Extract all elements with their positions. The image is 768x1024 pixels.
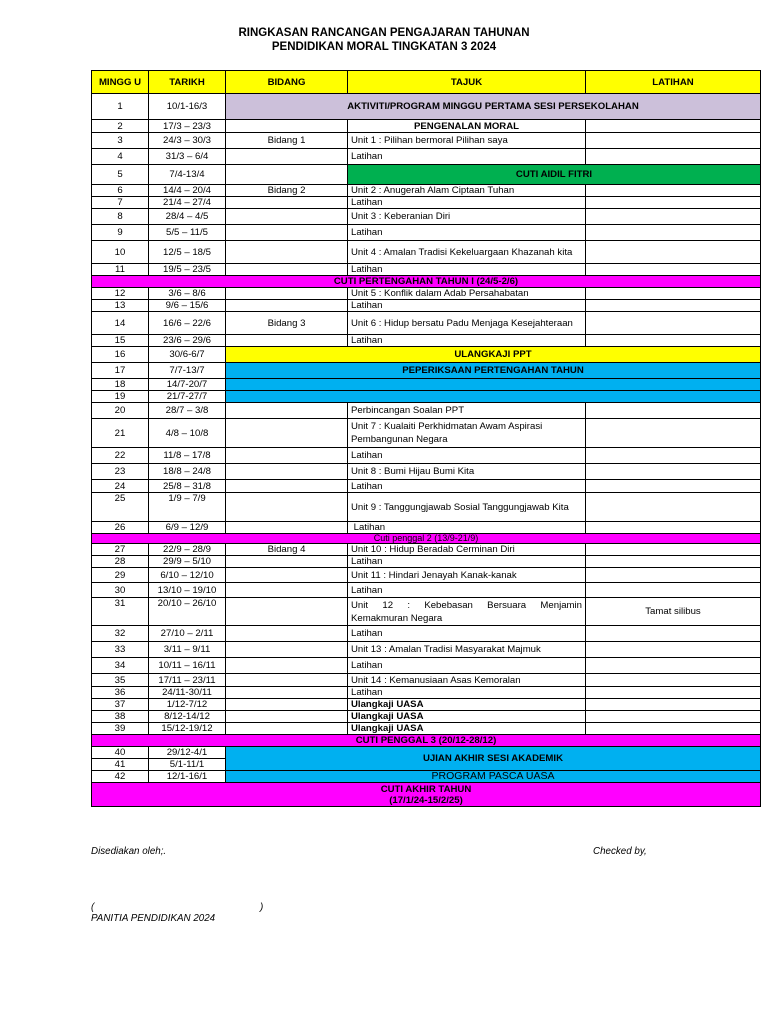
latihan-cell: [586, 448, 761, 464]
topic-cell: Unit 6 : Hidup bersatu Padu Menjaga Kesejahteraan: [348, 312, 586, 335]
bidang-cell: [226, 480, 348, 493]
table-row: [92, 149, 761, 165]
latihan-cell: [586, 464, 761, 480]
bidang-cell: [226, 264, 348, 276]
date-cell: 6/10 – 12/10: [149, 568, 226, 583]
table-row: [92, 197, 761, 209]
event-band: PEPERIKSAAN PERTENGAHAN TAHUN: [226, 363, 761, 379]
week-cell: 22: [92, 448, 149, 464]
table-row: [92, 165, 761, 185]
bidang-cell: [226, 674, 348, 687]
header-minggu: MINGG U: [92, 71, 149, 94]
week-cell: 37: [92, 699, 149, 711]
holiday-band: Cuti penggal 2 (13/9-21/9): [92, 534, 761, 544]
topic-cell: Latihan: [348, 335, 586, 347]
table-row: [92, 264, 761, 276]
date-cell: 10/1-16/3: [149, 94, 226, 120]
bidang-cell: [226, 225, 348, 241]
event-band: [226, 391, 761, 403]
week-cell: 10: [92, 241, 149, 264]
topic-cell: Latihan: [348, 225, 586, 241]
bidang-cell: [226, 556, 348, 568]
week-cell: 17: [92, 363, 149, 379]
date-cell: 17/3 – 23/3: [149, 120, 226, 133]
latihan-cell: [586, 419, 761, 448]
week-cell: 32: [92, 626, 149, 642]
week-cell: 16: [92, 347, 149, 363]
latihan-cell: [586, 568, 761, 583]
table-row: [92, 448, 761, 464]
topic-cell: Unit 7 : Kualaiti Perkhidmatan Awam Aspirasi Pembangunan Negara: [348, 419, 586, 448]
topic-cell: Unit 5 : Konflik dalam Adab Persahabatan: [348, 288, 586, 300]
latihan-cell: [586, 544, 761, 556]
week-cell: 39: [92, 723, 149, 735]
topic-cell: Unit 3 : Keberanian Diri: [348, 209, 586, 225]
bidang-cell: [226, 711, 348, 723]
date-cell: 12/5 – 18/5: [149, 241, 226, 264]
topic-cell: Ulangkaji UASA: [348, 723, 586, 735]
week-cell: 34: [92, 658, 149, 674]
week-cell: 31: [92, 598, 149, 626]
topic-cell: PENGENALAN MORAL: [348, 120, 586, 133]
bidang-cell: [226, 419, 348, 448]
date-cell: 6/9 – 12/9: [149, 522, 226, 534]
week-cell: 8: [92, 209, 149, 225]
week-cell: 40: [92, 747, 149, 759]
table-row: [92, 493, 761, 522]
bidang-cell: [226, 403, 348, 419]
latihan-cell: [586, 658, 761, 674]
table-row: [92, 480, 761, 493]
event-band: CUTI AIDIL FITRI: [348, 165, 761, 185]
topic-cell: Latihan: [348, 300, 586, 312]
date-cell: 14/7-20/7: [149, 379, 226, 391]
topic-cell: Latihan: [348, 480, 586, 493]
date-cell: 7/4-13/4: [149, 165, 226, 185]
latihan-cell: [586, 133, 761, 149]
bidang-cell: [226, 598, 348, 626]
bidang-cell: Bidang 4: [226, 544, 348, 556]
week-cell: 6: [92, 185, 149, 197]
event-band: ULANGKAJI PPT: [226, 347, 761, 363]
latihan-cell: [586, 120, 761, 133]
latihan-cell: [586, 209, 761, 225]
bidang-cell: [226, 149, 348, 165]
date-cell: 28/4 – 4/5: [149, 209, 226, 225]
signature-paren-open: (: [91, 902, 95, 913]
week-cell: 12: [92, 288, 149, 300]
bidang-cell: Bidang 1: [226, 133, 348, 149]
date-cell: 29/9 – 5/10: [149, 556, 226, 568]
week-cell: 35: [92, 674, 149, 687]
topic-cell: Latihan: [348, 658, 586, 674]
holiday-dates: (17/1/24-15/2/25): [389, 794, 463, 806]
week-cell: 5: [92, 165, 149, 185]
latihan-cell: [586, 149, 761, 165]
bidang-cell: [226, 288, 348, 300]
date-cell: 1/9 – 7/9: [149, 493, 226, 522]
table-row: [92, 711, 761, 723]
bidang-cell: [226, 197, 348, 209]
holiday-title: CUTI AKHIR TAHUN: [380, 783, 472, 795]
date-cell: 23/6 – 29/6: [149, 335, 226, 347]
holiday-row: [92, 276, 761, 288]
date-cell: 16/6 – 22/6: [149, 312, 226, 335]
table-row: [92, 642, 761, 658]
date-cell: 12/1-16/1: [149, 771, 226, 783]
topic-cell: Unit 12 : Kebebasan Bersuara Menjamin Kemakmuran Negara: [348, 598, 586, 626]
table-row: [92, 747, 761, 759]
week-cell: 14: [92, 312, 149, 335]
latihan-cell: [586, 480, 761, 493]
latihan-cell: [586, 312, 761, 335]
bidang-cell: [226, 658, 348, 674]
table-row: [92, 464, 761, 480]
latihan-cell: [586, 674, 761, 687]
table-row: [92, 522, 761, 534]
latihan-cell: Tamat silibus: [586, 598, 761, 626]
week-cell: 26: [92, 522, 149, 534]
topic-cell: Unit 13 : Amalan Tradisi Masyarakat Majmuk: [348, 642, 586, 658]
checked-by-label: Checked by,: [593, 846, 647, 857]
table-row: [92, 419, 761, 448]
latihan-cell: [586, 687, 761, 699]
date-cell: 31/3 – 6/4: [149, 149, 226, 165]
document-title: RINGKASAN RANCANGAN PENGAJARAN TAHUNAN: [238, 27, 530, 39]
table-header-row: [92, 71, 761, 94]
table-row: [92, 300, 761, 312]
topic-cell: Latihan: [348, 556, 586, 568]
date-cell: 13/10 – 19/10: [149, 583, 226, 598]
table-row: [92, 687, 761, 699]
topic-cell: Latihan: [348, 149, 586, 165]
table-row: [92, 379, 761, 391]
bidang-cell: [226, 165, 348, 185]
date-cell: 1/12-7/12: [149, 699, 226, 711]
date-cell: 14/4 – 20/4: [149, 185, 226, 197]
date-cell: 10/11 – 16/11: [149, 658, 226, 674]
table-row: [92, 185, 761, 197]
week-cell: 18: [92, 379, 149, 391]
bidang-cell: [226, 300, 348, 312]
table-row: [92, 674, 761, 687]
date-cell: 21/7-27/7: [149, 391, 226, 403]
bidang-cell: [226, 335, 348, 347]
holiday-row: [92, 534, 761, 544]
date-cell: 25/8 – 31/8: [149, 480, 226, 493]
date-cell: 24/11-30/11: [149, 687, 226, 699]
topic-cell: Latihan: [348, 264, 586, 276]
holiday-row: [92, 735, 761, 747]
week-cell: 41: [92, 759, 149, 771]
bidang-cell: [226, 626, 348, 642]
topic-cell: Unit 11 : Hindari Jenayah Kanak-kanak: [348, 568, 586, 583]
latihan-cell: [586, 288, 761, 300]
table-row: [92, 723, 761, 735]
latihan-cell: [586, 403, 761, 419]
latihan-cell: [586, 583, 761, 598]
date-cell: 21/4 – 27/4: [149, 197, 226, 209]
topic-cell: Latihan: [348, 687, 586, 699]
latihan-cell: [586, 626, 761, 642]
event-band: AKTIVITI/PROGRAM MINGGU PERTAMA SESI PERSEKOLAHAN: [226, 94, 761, 120]
date-cell: 15/12-19/12: [149, 723, 226, 735]
topic-cell: Unit 2 : Anugerah Alam Ciptaan Tuhan: [348, 185, 586, 197]
table-row: [92, 583, 761, 598]
table-row: [92, 335, 761, 347]
date-cell: 22/9 – 28/9: [149, 544, 226, 556]
week-cell: 36: [92, 687, 149, 699]
week-cell: 9: [92, 225, 149, 241]
date-cell: 4/8 – 10/8: [149, 419, 226, 448]
date-cell: 18/8 – 24/8: [149, 464, 226, 480]
bidang-cell: [226, 241, 348, 264]
bidang-cell: [226, 583, 348, 598]
table-row: [92, 771, 761, 783]
week-cell: 33: [92, 642, 149, 658]
table-row: [92, 626, 761, 642]
table-row: [92, 363, 761, 379]
week-cell: 23: [92, 464, 149, 480]
week-cell: 11: [92, 264, 149, 276]
bidang-cell: [226, 723, 348, 735]
date-cell: 9/6 – 15/6: [149, 300, 226, 312]
bidang-cell: [226, 568, 348, 583]
topic-cell: Latihan: [348, 522, 586, 534]
table-row: [92, 312, 761, 335]
date-cell: 29/12-4/1: [149, 747, 226, 759]
week-cell: 15: [92, 335, 149, 347]
prepared-by-label: Disediakan oleh;.: [91, 846, 167, 857]
event-band: [226, 379, 761, 391]
topic-cell: Unit 9 : Tanggungjawab Sosial Tanggungjawab Kita: [348, 493, 586, 522]
latihan-cell: [586, 556, 761, 568]
week-cell: 38: [92, 711, 149, 723]
week-cell: 24: [92, 480, 149, 493]
table-row: [92, 347, 761, 363]
event-band: UJIAN AKHIR SESI AKADEMIK: [226, 747, 761, 771]
header-latihan: LATIHAN: [586, 71, 761, 94]
date-cell: 28/7 – 3/8: [149, 403, 226, 419]
week-cell: 30: [92, 583, 149, 598]
week-cell: 29: [92, 568, 149, 583]
table-row: [92, 133, 761, 149]
latihan-cell: [586, 300, 761, 312]
date-cell: 7/7-13/7: [149, 363, 226, 379]
table-row: [92, 403, 761, 419]
week-cell: 21: [92, 419, 149, 448]
date-cell: 27/10 – 2/11: [149, 626, 226, 642]
date-cell: 20/10 – 26/10: [149, 598, 226, 626]
panel-name: PANITIA PENDIDIKAN 2024: [91, 913, 216, 924]
table-row: [92, 120, 761, 133]
document-subtitle: PENDIDIKAN MORAL TINGKATAN 3 2024: [271, 41, 497, 53]
table-row: [92, 391, 761, 403]
table-row: [92, 544, 761, 556]
table-row: [92, 568, 761, 583]
topic-cell: Latihan: [348, 583, 586, 598]
table-row: [92, 94, 761, 120]
date-cell: 30/6-6/7: [149, 347, 226, 363]
topic-cell: Latihan: [348, 626, 586, 642]
latihan-cell: [586, 699, 761, 711]
header-tarikh: TARIKH: [149, 71, 226, 94]
table-row: [92, 225, 761, 241]
latihan-cell: [586, 642, 761, 658]
bidang-cell: [226, 448, 348, 464]
table-row: [92, 658, 761, 674]
table-row: [92, 241, 761, 264]
table-row: [92, 699, 761, 711]
bidang-cell: [226, 209, 348, 225]
holiday-row: [92, 783, 761, 807]
latihan-cell: [586, 241, 761, 264]
event-band: PROGRAM PASCA UASA: [226, 771, 761, 783]
holiday-band: CUTI PENGGAL 3 (20/12-28/12): [92, 735, 761, 747]
date-cell: 11/8 – 17/8: [149, 448, 226, 464]
latihan-cell: [586, 723, 761, 735]
topic-cell: Unit 1 : Pilihan bermoral Pilihan saya: [348, 133, 586, 149]
plan-table: [91, 70, 761, 807]
holiday-band: CUTI PERTENGAHAN TAHUN I (24/5-2/6): [92, 276, 761, 288]
bidang-cell: [226, 120, 348, 133]
week-cell: 25: [92, 493, 149, 522]
topic-cell: Ulangkaji UASA: [348, 711, 586, 723]
week-cell: 19: [92, 391, 149, 403]
bidang-cell: Bidang 2: [226, 185, 348, 197]
week-cell: 7: [92, 197, 149, 209]
signature-paren-close: ): [260, 902, 264, 913]
holiday-band: [92, 783, 761, 807]
table-row: [92, 556, 761, 568]
topic-cell: Latihan: [348, 448, 586, 464]
date-cell: 19/5 – 23/5: [149, 264, 226, 276]
topic-cell: Unit 14 : Kemanusiaan Asas Kemoralan: [348, 674, 586, 687]
header-bidang: BIDANG: [226, 71, 348, 94]
bidang-cell: [226, 493, 348, 522]
bidang-cell: [226, 699, 348, 711]
bidang-cell: [226, 464, 348, 480]
date-cell: 3/6 – 8/6: [149, 288, 226, 300]
week-cell: 1: [92, 94, 149, 120]
table-row: [92, 598, 761, 626]
latihan-cell: [586, 264, 761, 276]
bidang-cell: [226, 522, 348, 534]
latihan-cell: [586, 225, 761, 241]
date-cell: 3/11 – 9/11: [149, 642, 226, 658]
week-cell: 27: [92, 544, 149, 556]
week-cell: 13: [92, 300, 149, 312]
topic-cell: Unit 4 : Amalan Tradisi Kekeluargaan Khazanah kita: [348, 241, 586, 264]
week-cell: 28: [92, 556, 149, 568]
bidang-cell: [226, 642, 348, 658]
topic-cell: Perbincangan Soalan PPT: [348, 403, 586, 419]
latihan-cell: [586, 185, 761, 197]
topic-cell: Latihan: [348, 197, 586, 209]
latihan-cell: [586, 493, 761, 522]
topic-cell: Ulangkaji UASA: [348, 699, 586, 711]
table-row: [92, 288, 761, 300]
bidang-cell: Bidang 3: [226, 312, 348, 335]
week-cell: 42: [92, 771, 149, 783]
topic-cell: Unit 8 : Bumi Hijau Bumi Kita: [348, 464, 586, 480]
latihan-cell: [586, 197, 761, 209]
date-cell: 5/5 – 11/5: [149, 225, 226, 241]
latihan-cell: [586, 522, 761, 534]
topic-cell: Unit 10 : Hidup Beradab Cerminan Diri: [348, 544, 586, 556]
latihan-cell: [586, 711, 761, 723]
week-cell: 20: [92, 403, 149, 419]
date-cell: 8/12-14/12: [149, 711, 226, 723]
date-cell: 17/11 – 23/11: [149, 674, 226, 687]
week-cell: 4: [92, 149, 149, 165]
bidang-cell: [226, 687, 348, 699]
date-cell: 5/1-11/1: [149, 759, 226, 771]
table-row: [92, 209, 761, 225]
header-tajuk: TAJUK: [348, 71, 586, 94]
latihan-cell: [586, 335, 761, 347]
week-cell: 3: [92, 133, 149, 149]
week-cell: 2: [92, 120, 149, 133]
date-cell: 24/3 – 30/3: [149, 133, 226, 149]
